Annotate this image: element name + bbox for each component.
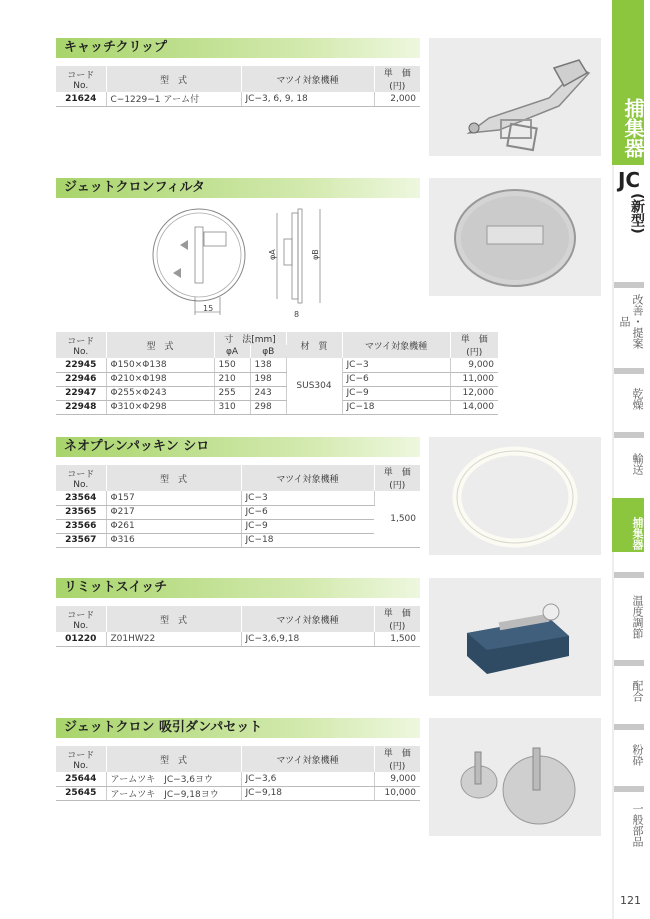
table-row: 22946 Φ210×Φ198 210 198 JC−6 11,000 bbox=[56, 372, 498, 386]
col-machine: マツイ対象機種 bbox=[241, 66, 374, 92]
catch-clip-photo bbox=[429, 38, 601, 156]
tab-general-parts[interactable]: 一般部品 bbox=[614, 786, 644, 854]
table-row: 01220 Z01HW22 JC−3,6,9,18 1,500 bbox=[56, 632, 420, 646]
main-category-tab: 捕集器 bbox=[612, 0, 644, 165]
damper-set-table: コードNo. 型 式 マツイ対象機種 単 価(円) 25644 アームツキ JC−3,6ヨウ JC−3,6 9,000 25645 アームツキ JC−9,18ヨウ JC−9,18 10,000 bbox=[56, 746, 420, 801]
packing-table: コードNo. 型 式 マツイ対象機種 単 価(円) 23564 Φ157 JC−3 1,500 23565 Φ217 JC−6 23566 Φ261 JC−9 23567 Φ316 JC−18 bbox=[56, 465, 420, 548]
phi-a-label: φA bbox=[268, 249, 277, 260]
filter-table: コードNo. 型 式 寸 法[mm] 材 質 マツイ対象機種 単 価(円) φA φB 22945 Φ150×Φ138 150 138 SUS304 JC−3 9,000 22946 Φ210×Φ198 210 198 JC−6 11,000 22947 Φ255×Φ243 255 243 JC−9 12,000 22948 Φ310×Φ298 310 298 JC−18 14,000 bbox=[56, 332, 498, 415]
limit-switch-photo bbox=[429, 578, 601, 696]
limit-switch-table: コードNo. 型 式 マツイ対象機種 単 価(円) 01220 Z01HW22 JC−3,6,9,18 1,500 bbox=[56, 606, 420, 647]
filter-drawing bbox=[140, 205, 340, 320]
page-number: 121 bbox=[620, 894, 641, 907]
table-row: 23564 Φ157 JC−3 1,500 bbox=[56, 491, 420, 505]
tab-blending[interactable]: 配合 bbox=[614, 660, 644, 712]
table-row: 23565 Φ217 JC−6 bbox=[56, 505, 420, 519]
section-title-filter: ジェットクロンフィルタ bbox=[56, 178, 420, 198]
table-row: 23567 Φ316 JC−18 bbox=[56, 533, 420, 547]
tab-crushing[interactable]: 粉砕 bbox=[614, 724, 644, 776]
table-row: 22948 Φ310×Φ298 310 298 JC−18 14,000 bbox=[56, 400, 498, 414]
tab-collector[interactable]: 捕集器 bbox=[612, 498, 644, 552]
tab-drying[interactable]: 乾燥 bbox=[614, 368, 644, 420]
section-title-catch-clip: キャッチクリップ bbox=[56, 38, 420, 58]
table-row: 25644 アームツキ JC−3,6ヨウ JC−3,6 9,000 bbox=[56, 772, 420, 786]
dim-8-label: 8 bbox=[294, 310, 300, 319]
dim-15-label: 15 bbox=[203, 304, 214, 313]
table-row: 22945 Φ150×Φ138 150 138 SUS304 JC−3 9,000 bbox=[56, 358, 498, 372]
phi-b-label: φB bbox=[311, 249, 320, 260]
table-row: 22947 Φ255×Φ243 255 243 JC−9 12,000 bbox=[56, 386, 498, 400]
packing-photo bbox=[429, 437, 601, 555]
material-cell: SUS304 bbox=[286, 358, 342, 414]
table-row: 23566 Φ261 JC−9 bbox=[56, 519, 420, 533]
packing-price: 1,500 bbox=[374, 491, 420, 547]
section-title-packing: ネオプレンパッキン シロ bbox=[56, 437, 420, 457]
section-title-damper-set: ジェットクロン 吸引ダンパセット bbox=[56, 718, 420, 738]
damper-set-photo bbox=[429, 718, 601, 836]
table-row: 21624 C−1229−1 アーム付 JC−3, 6, 9, 18 2,000 bbox=[56, 92, 420, 106]
col-price: 単 価(円) bbox=[374, 66, 420, 92]
tab-conveying[interactable]: 輸送 bbox=[614, 432, 644, 486]
col-model: 型 式 bbox=[106, 66, 241, 92]
table-row: 25645 アームツキ JC−9,18ヨウ JC−9,18 10,000 bbox=[56, 786, 420, 800]
model-label: JC bbox=[617, 168, 641, 192]
tab-temperature[interactable]: 温度調節 bbox=[614, 572, 644, 652]
model-sub-label: (新型) bbox=[629, 193, 645, 234]
catch-clip-table bbox=[56, 66, 420, 107]
tab-improvement[interactable]: 改善・提案品 bbox=[614, 282, 644, 350]
col-code: コードNo. bbox=[56, 66, 106, 92]
filter-photo bbox=[429, 178, 601, 296]
section-title-limit-switch: リミットスイッチ bbox=[56, 578, 420, 598]
